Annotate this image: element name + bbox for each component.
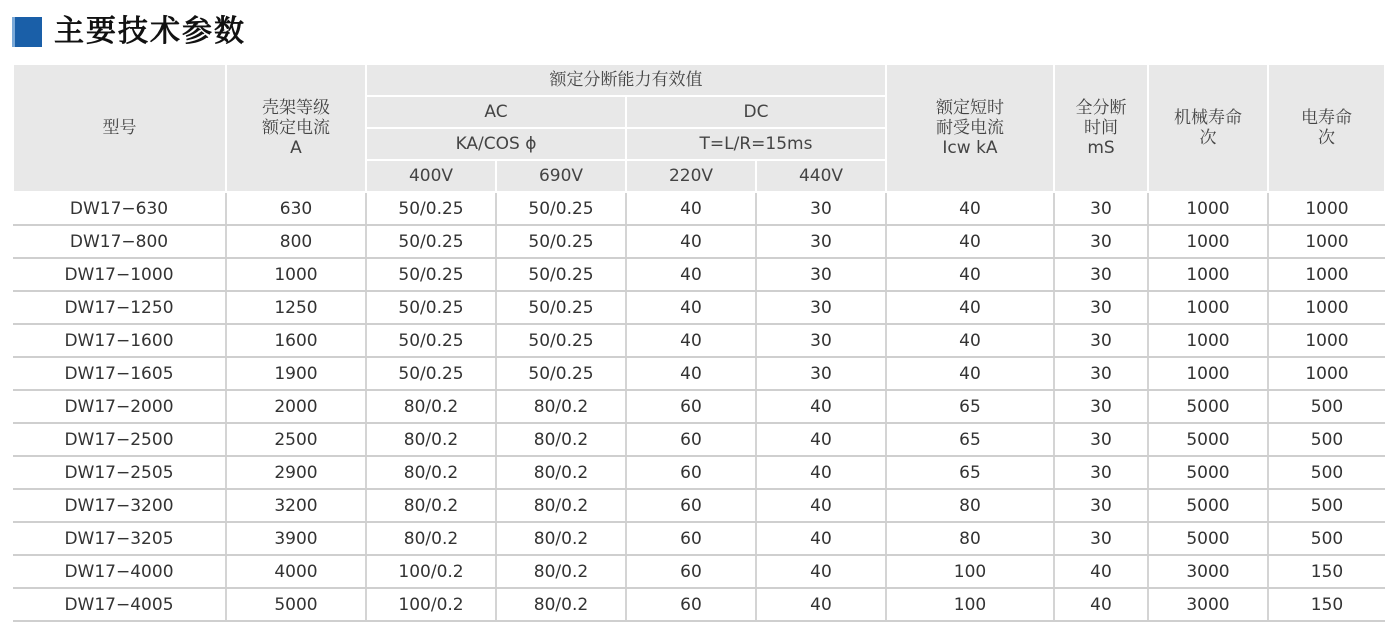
table-cell: 5000 (1148, 456, 1268, 489)
table-row (13, 456, 1385, 489)
table-cell: 40 (886, 324, 1054, 357)
table-cell: 30 (756, 225, 886, 258)
table-cell: 500 (1268, 423, 1385, 456)
table-cell: 80/0.2 (496, 390, 626, 423)
table-cell: 1000 (226, 258, 366, 291)
header-440v: 440V (756, 160, 886, 192)
table-cell: 30 (1054, 357, 1148, 390)
table-cell: 630 (226, 192, 366, 225)
table-cell: 40 (626, 357, 756, 390)
header-line: 全分断 (1075, 98, 1127, 118)
table-cell: 60 (626, 555, 756, 588)
table-cell: 1000 (1268, 357, 1385, 390)
header-line: 额定短时 (936, 98, 1004, 118)
table-cell: 60 (626, 489, 756, 522)
table-cell: 50/0.25 (496, 324, 626, 357)
table-cell: 40 (886, 192, 1054, 225)
table-cell: 3000 (1148, 555, 1268, 588)
page-title: 主要技术参数 (54, 14, 246, 49)
table-row (13, 522, 1385, 555)
table-cell: 30 (756, 357, 886, 390)
table-cell: 30 (1054, 192, 1148, 225)
table-cell: 80/0.2 (496, 423, 626, 456)
table-row (13, 357, 1385, 390)
header-690v: 690V (496, 160, 626, 192)
table-cell: 30 (1054, 225, 1148, 258)
table-cell: 40 (626, 192, 756, 225)
table-row (13, 291, 1385, 324)
table-row (13, 489, 1385, 522)
table-cell: 1000 (1148, 258, 1268, 291)
header-dc-unit: T=L/R=15ms (626, 128, 886, 160)
table-cell: 2900 (226, 456, 366, 489)
table-cell: 60 (626, 423, 756, 456)
table-cell: 40 (756, 588, 886, 621)
table-cell: 100/0.2 (366, 588, 496, 621)
table-header (13, 64, 1385, 192)
table-cell: 1000 (1268, 258, 1385, 291)
table-cell: 60 (626, 390, 756, 423)
table-cell: 500 (1268, 390, 1385, 423)
table-row (13, 423, 1385, 456)
header-line: A (290, 138, 302, 158)
table-cell: 65 (886, 423, 1054, 456)
table-cell: DW17−800 (13, 225, 226, 258)
table-cell: 80/0.2 (496, 555, 626, 588)
table-cell: 40 (1054, 588, 1148, 621)
table-row (13, 258, 1385, 291)
table-cell: 4000 (226, 555, 366, 588)
table-cell: 3900 (226, 522, 366, 555)
header-line: 时间 (1084, 118, 1118, 138)
table-cell: 50/0.25 (496, 258, 626, 291)
table-cell: 40 (626, 225, 756, 258)
header-line: 额定电流 (262, 118, 330, 138)
header-model: 型号 (13, 64, 226, 192)
header-line: Icw kA (942, 138, 998, 158)
table-cell: 30 (1054, 423, 1148, 456)
header-line: 耐受电流 (936, 118, 1004, 138)
table-row (13, 192, 1385, 225)
table-cell: 80/0.2 (366, 489, 496, 522)
table-cell: DW17−1000 (13, 258, 226, 291)
table-row (13, 324, 1385, 357)
table-cell: 1000 (1148, 225, 1268, 258)
table-cell: 500 (1268, 489, 1385, 522)
table-cell: 30 (1054, 456, 1148, 489)
table-cell: 40 (626, 258, 756, 291)
header-line: 次 (1318, 128, 1335, 148)
table-cell: 5000 (1148, 522, 1268, 555)
table-cell: 40 (756, 390, 886, 423)
table-body (13, 192, 1385, 621)
table-cell: 30 (756, 291, 886, 324)
table-cell: 40 (886, 225, 1054, 258)
table-cell: DW17−2500 (13, 423, 226, 456)
table-cell: 30 (1054, 324, 1148, 357)
table-cell: 500 (1268, 522, 1385, 555)
table-cell: 40 (626, 291, 756, 324)
table-cell: 80/0.2 (496, 489, 626, 522)
table-cell: 1000 (1268, 225, 1385, 258)
header-dc: DC (626, 96, 886, 128)
header-line: 电寿命 (1301, 108, 1352, 128)
table-cell: 30 (1054, 522, 1148, 555)
table-cell: DW17−1250 (13, 291, 226, 324)
spec-table (12, 63, 1386, 622)
table-cell: 2500 (226, 423, 366, 456)
table-cell: 80 (886, 489, 1054, 522)
table-cell: DW17−3205 (13, 522, 226, 555)
table-cell: 80/0.2 (496, 588, 626, 621)
table-cell: 3000 (1148, 588, 1268, 621)
table-cell: 50/0.25 (496, 291, 626, 324)
table-cell: 50/0.25 (496, 357, 626, 390)
table-cell: 80/0.2 (366, 390, 496, 423)
table-cell: 50/0.25 (496, 192, 626, 225)
table-cell: 30 (756, 324, 886, 357)
table-cell: 1600 (226, 324, 366, 357)
table-row (13, 390, 1385, 423)
table-cell: 80/0.2 (366, 456, 496, 489)
table-cell: 50/0.25 (496, 225, 626, 258)
table-cell: DW17−1600 (13, 324, 226, 357)
table-cell: 50/0.25 (366, 192, 496, 225)
header-220v: 220V (626, 160, 756, 192)
table-cell: 40 (756, 555, 886, 588)
table-cell: 1000 (1268, 291, 1385, 324)
table-cell: 40 (886, 258, 1054, 291)
header-short-time-current (886, 64, 1054, 192)
table-cell: 50/0.25 (366, 258, 496, 291)
table-cell: DW17−3200 (13, 489, 226, 522)
square-bullet-icon (12, 17, 42, 47)
table-cell: 30 (1054, 390, 1148, 423)
table-cell: 50/0.25 (366, 225, 496, 258)
table-cell: DW17−630 (13, 192, 226, 225)
table-cell: 60 (626, 456, 756, 489)
table-cell: 3200 (226, 489, 366, 522)
table-cell: 100/0.2 (366, 555, 496, 588)
table-cell: 40 (756, 456, 886, 489)
table-cell: 80/0.2 (496, 456, 626, 489)
table-cell: 50/0.25 (366, 357, 496, 390)
table-cell: 150 (1268, 588, 1385, 621)
table-cell: 65 (886, 390, 1054, 423)
header-line: 机械寿命 (1174, 108, 1242, 128)
header-electrical-life (1268, 64, 1385, 192)
table-cell: 80/0.2 (366, 522, 496, 555)
table-cell: DW17−2000 (13, 390, 226, 423)
table-cell: 50/0.25 (366, 291, 496, 324)
table-cell: 30 (756, 258, 886, 291)
table-cell: 1000 (1268, 324, 1385, 357)
header-breaking-capacity: 额定分断能力有效值 (366, 64, 886, 96)
table-cell: 40 (756, 489, 886, 522)
table-cell: 30 (756, 192, 886, 225)
table-cell: 5000 (1148, 390, 1268, 423)
header-ac: AC (366, 96, 626, 128)
table-cell: 2000 (226, 390, 366, 423)
table-cell: 1000 (1148, 324, 1268, 357)
header-line: mS (1087, 138, 1115, 158)
table-cell: 5000 (1148, 423, 1268, 456)
table-cell: 40 (886, 357, 1054, 390)
header-mechanical-life (1148, 64, 1268, 192)
table-cell: 80 (886, 522, 1054, 555)
table-cell: 80/0.2 (496, 522, 626, 555)
table-cell: 500 (1268, 456, 1385, 489)
table-cell: 1000 (1268, 192, 1385, 225)
table-cell: 30 (1054, 291, 1148, 324)
section-title (12, 14, 246, 50)
table-cell: 800 (226, 225, 366, 258)
table-cell: 1000 (1148, 192, 1268, 225)
table-cell: 40 (626, 324, 756, 357)
header-break-time (1054, 64, 1148, 192)
table-cell: 65 (886, 456, 1054, 489)
table-cell: DW17−4005 (13, 588, 226, 621)
table-cell: DW17−2505 (13, 456, 226, 489)
header-ac-unit: KA/COS ϕ (366, 128, 626, 160)
table-cell: DW17−4000 (13, 555, 226, 588)
table-row (13, 555, 1385, 588)
table-cell: 60 (626, 522, 756, 555)
table-cell: 30 (1054, 489, 1148, 522)
header-frame-current (226, 64, 366, 192)
table-cell: 1000 (1148, 291, 1268, 324)
header-line: 次 (1199, 128, 1217, 148)
table-cell: 40 (1054, 555, 1148, 588)
table-cell: 40 (886, 291, 1054, 324)
table-cell: 40 (756, 423, 886, 456)
table-cell: 100 (886, 555, 1054, 588)
table-cell: 50/0.25 (366, 324, 496, 357)
table-cell: 1250 (226, 291, 366, 324)
table-row (13, 588, 1385, 621)
table-cell: 1900 (226, 357, 366, 390)
table-cell: 150 (1268, 555, 1385, 588)
table-cell: 80/0.2 (366, 423, 496, 456)
header-400v: 400V (366, 160, 496, 192)
header-line: 壳架等级 (262, 98, 330, 118)
table-cell: 5000 (226, 588, 366, 621)
table-cell: 100 (886, 588, 1054, 621)
table-cell: DW17−1605 (13, 357, 226, 390)
table-cell: 30 (1054, 258, 1148, 291)
table-cell: 1000 (1148, 357, 1268, 390)
table-cell: 40 (756, 522, 886, 555)
table-cell: 5000 (1148, 489, 1268, 522)
table-cell: 60 (626, 588, 756, 621)
table-row (13, 225, 1385, 258)
